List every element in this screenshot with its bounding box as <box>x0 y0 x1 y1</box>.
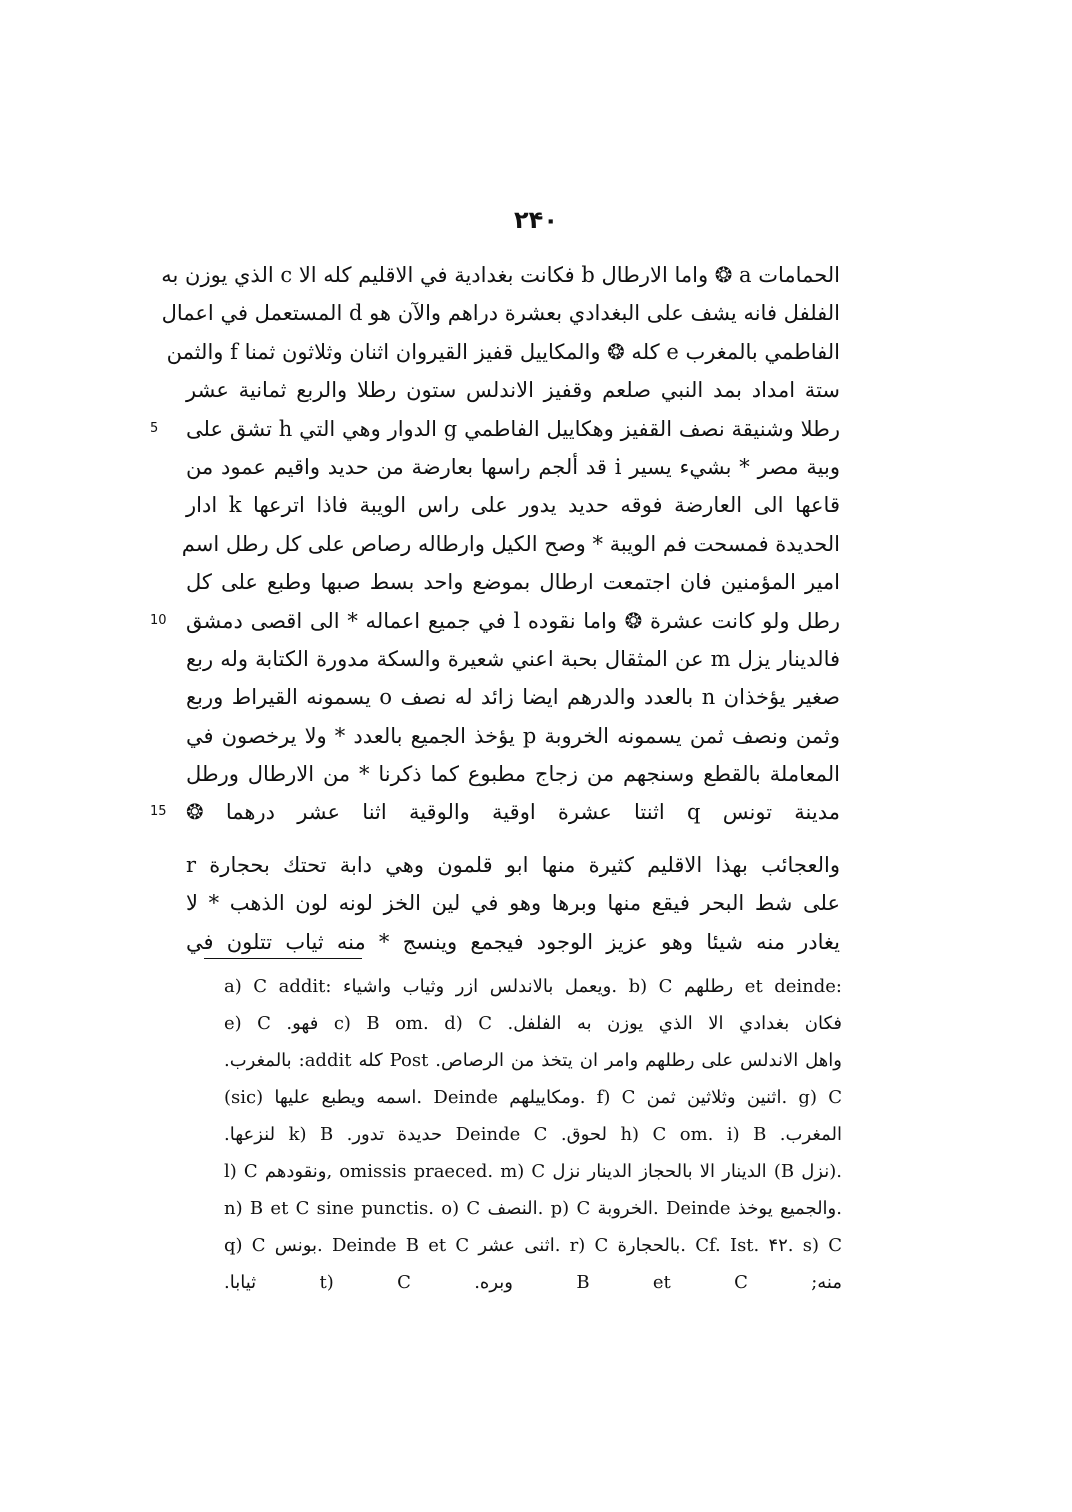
footnote-line: a) C addit: ويعمل بالاندلس ازر وثياب واشياء. b) C رطلهم et deinde: <box>224 976 842 997</box>
footnote-line: q) C بونس. Deinde B et C اثنى عشر. r) C بالحجارة. Cf. Ist. ۴۲. s) C <box>224 1235 842 1256</box>
page-number: ۲۴۰ <box>514 206 558 234</box>
footnote-line: فكان بغدادي الا الذي يوزن به الفلفل. c) B om. d) C فهو. e) C <box>224 1013 842 1034</box>
footnote-line: l) C ونقودهم, omissis praeced. m) C الدينار الا بالحجاز الدينار نزل (B نزل). <box>224 1161 842 1182</box>
text-line: المعاملة بالقطع وسنجهم من زجاج مطبوع كما ذكرنا * من الارطال ورطل <box>186 762 840 787</box>
footnote-line: المغرب. h) C om. i) B لحوق. Deinde C حديدة تدور. k) B لنزعها. <box>224 1124 842 1145</box>
footnote-divider <box>204 958 362 959</box>
footnote-line: منه; B et C وبره. t) C ثيابا. <box>224 1272 842 1293</box>
text-line: وثمن ونصف ثمن يسمونه الخروبة p يؤخذ الجميع بالعدد * ولا يرخصون في <box>186 723 840 748</box>
text-line: الحديدة فمسحت فم الويبة * وصح الكيل وارطاله رصاص على كل رطل اسم <box>181 531 840 556</box>
text-line: على شط البحر فيقع منها وبرها وهو في لين الخز لونه لون الذهب * لا <box>186 891 840 916</box>
text-line: رطل ولو كانت عشرة ❂ واما نقوده l في جميع اعماله * الى اقصى دمشق 10 <box>186 602 840 640</box>
text-line: رطلا وشنيقة نصف القفيز وهكاييل الفاطمي g الدوار وهي التي h تشق على 5 <box>186 410 840 448</box>
footnotes <box>224 968 842 1301</box>
footnote-line: (sic) اسمه ويطبع عليها. Deinde ومكاييلهم. f) C اثنين وثلاثين ثمن. g) C <box>224 1087 842 1108</box>
text-line: والعجائب بهذا الاقليم كثيرة منها ابو قلمون وهي دابة تحتك بحجارة r <box>186 852 840 877</box>
text-line: ستة امداد بمد النبي صلعم وقفيز الاندلس ستون رطلا والربع ثمانية عشر <box>186 378 840 403</box>
footnote-line: واهل الاندلس على رطلهم وامر ان يتخذ من الرصاص. Post كله addit: بالمغرب. <box>224 1050 842 1071</box>
text-line: فالدينار يزل m عن المثقال بحبة اعني شعيرة والسكة مدورة الكتابة وله ربع <box>186 646 840 671</box>
text-line: صغير يؤخذان n بالعدد والدرهم ايضا زائد له نصف o يسمونه القيراط وربع <box>186 685 840 710</box>
line-number: 10 <box>150 612 167 628</box>
paragraph-break <box>186 832 840 846</box>
footnote-line: n) B et C sine punctis. o) C النصف. p) C الخروبة. Deinde والجميع يوخذ. <box>224 1198 842 1219</box>
text-line: مدينة تونس q اثنتا عشرة اوقية والوقية اثنا عشر درهما ❂ 15 <box>186 793 840 831</box>
text-line: قاعها الى العارضة فوقه حديد يدور على راس الويبة فاذا اترعها k ادار <box>186 493 840 518</box>
line-number: 5 <box>150 420 159 436</box>
line-number: 15 <box>150 804 167 820</box>
text-line: وبية مصر * بشيء يسير i قد ألجم راسها بعارضة من حديد واقيم عمود من <box>186 454 840 479</box>
text-line: يغادر منه شيئا وهو عزيز الوجود فيجمع وينسج * منه ثياب تتلون في <box>186 929 840 954</box>
text-line: امير المؤمنين فان اجتمعت ارطال بموضع واحد بسط صبها وطبع على كل <box>186 570 840 595</box>
text-line: الحمامات a ❂ واما الارطال b فكانت بغدادية في الاقليم كله الا c الذي يوزن به <box>161 263 840 287</box>
text-line: الفاطمي بالمغرب e كله ❂ والمكاييل قفيز القيروان اثنان وثلاثون ثمنا f والثمن <box>166 339 840 364</box>
main-text <box>150 256 841 961</box>
text-line: الفلفل فانه يشف على البغدادي بعشرة دراهم والآن هو d المستعمل في اعمال <box>161 301 840 326</box>
